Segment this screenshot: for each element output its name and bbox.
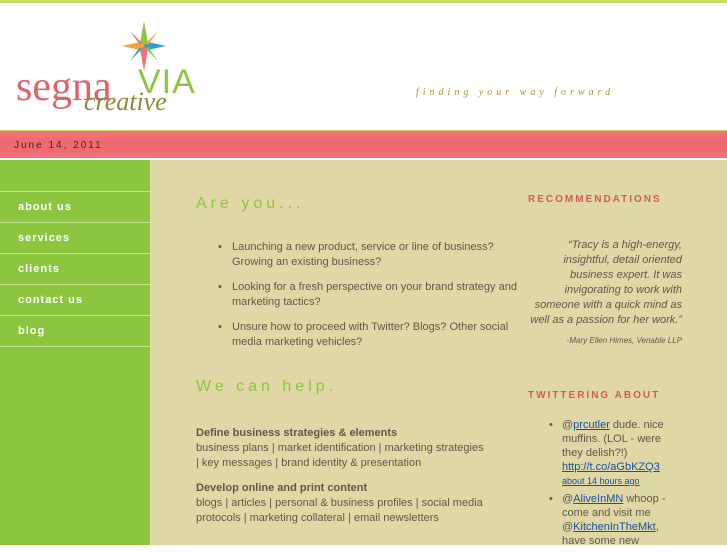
tweet-list — [562, 418, 682, 552]
tweet-item — [562, 418, 682, 488]
heading-are-you: Are you... — [196, 195, 305, 212]
main-content — [150, 160, 727, 545]
tweet-text: dude. nice muffins. (LOL - were they delish?!) — [562, 419, 664, 459]
date-band — [0, 130, 727, 160]
tweet-at: @ — [562, 419, 574, 431]
nav-clients[interactable]: clients — [0, 253, 150, 284]
tweet-text: whoop - come and visit me @ — [562, 493, 666, 533]
testimonial-author: -Mary Ellen Himes, Venable LLP — [566, 336, 682, 345]
service-description: blogs | articles | personal & business profiles | social media protocols | marketing collateral | email newsletters — [196, 497, 483, 524]
testimonial-quote: “Tracy is a high-energy, insightful, detail oriented business expert. It was invigorating to work with someone with a quick mind as well as a passion for her work.” — [530, 239, 682, 326]
tweet-at: @ — [562, 493, 574, 505]
list-item: • Looking for a fresh perspective on your brand strategy and marketing tactics? — [232, 280, 522, 310]
tweet-url-link[interactable]: http://t.co/aGbKZQ3 — [562, 461, 660, 473]
tweet-mention-link[interactable]: KitchenInTheMkt — [573, 521, 656, 533]
service-block — [196, 426, 486, 471]
nav-services[interactable]: services — [0, 222, 150, 253]
service-title: Define business strategies & elements — [196, 427, 398, 439]
date-band-inner — [0, 137, 727, 153]
tweet-handle-link[interactable]: prcutler — [573, 419, 610, 431]
list-item: • Unsure how to proceed with Twitter? Blogs? Other social media marketing vehicles? — [232, 320, 522, 350]
question-list — [196, 240, 522, 360]
tagline: finding your way forward — [416, 87, 615, 98]
twitter-title: TWITTERING ABOUT — [528, 390, 661, 401]
logo-text-via: VIA — [138, 63, 196, 101]
service-block — [196, 481, 486, 526]
nav-blog[interactable]: blog — [0, 315, 150, 347]
recommendations-title: RECOMMENDATIONS — [528, 194, 662, 205]
service-title: Develop online and print content — [196, 482, 368, 494]
service-description: business plans | market identification | marketing strategies | key messages | brand identity & presentation — [196, 442, 484, 469]
logo-text-creative: creative — [84, 87, 167, 116]
nav-contact-us[interactable]: contact us — [0, 284, 150, 315]
sidebar — [0, 160, 150, 545]
heading-we-can-help: We can help. — [196, 378, 338, 395]
current-date: June 14, 2011 — [14, 140, 103, 151]
tweet-text-cont: , have some new — [562, 521, 659, 547]
segnavia-logo[interactable] — [14, 25, 214, 125]
site-header — [0, 3, 727, 130]
tweet-item — [562, 492, 682, 548]
tweet-time-link[interactable]: about 14 hours ago — [562, 476, 640, 486]
logo-text-segna: segna — [16, 64, 112, 110]
list-item: • Launching a new product, service or line of business? Growing an existing business? — [232, 240, 522, 270]
nav-about-us[interactable]: about us — [0, 191, 150, 222]
tweet-handle-link[interactable]: AliveInMN — [573, 493, 624, 505]
main-nav — [0, 191, 150, 347]
